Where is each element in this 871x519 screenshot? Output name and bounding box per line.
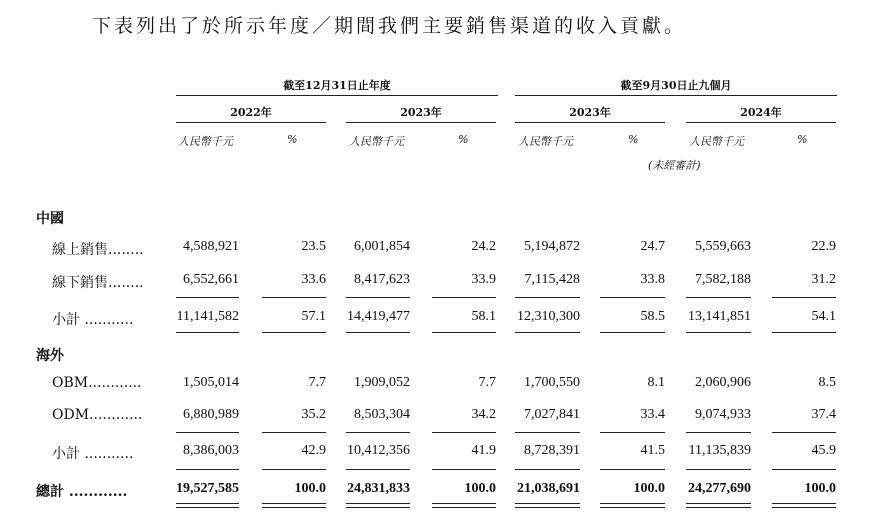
section-overseas: 海外 [36, 348, 64, 364]
rule-below-subtotal-china-rmb-2024-9m [686, 332, 751, 333]
cell-online-rmb-2023-9m: 5,194,872 [524, 239, 580, 254]
cell-subtotal-china-rmb-2023: 14,419,477 [347, 309, 410, 324]
group-rule-year [176, 95, 498, 96]
intro-sentence: 下表列出了於所示年度／期間我們主要銷售渠道的收入貢獻。 [92, 15, 687, 37]
rule-above-subtotal-overseas-pct-2022 [262, 432, 326, 433]
rule-above-total-rmb-2023 [346, 469, 410, 470]
pct-label: % [287, 133, 298, 146]
cell-total-rmb-2022: 19,527,585 [176, 481, 239, 496]
cell-subtotal-china-pct-2023: 58.1 [471, 309, 496, 324]
cell-total-rmb-2023: 24,831,833 [347, 481, 410, 496]
cell-total-pct-2023: 100.0 [464, 481, 496, 496]
row-label-obm: OBM............ [52, 375, 142, 391]
cell-online-pct-2023-9m: 24.7 [640, 239, 665, 254]
rule-above-subtotal-china-pct-2024-9m [772, 297, 836, 298]
rule-above-subtotal-china-pct-2023-9m [600, 297, 665, 298]
cell-obm-rmb-2022: 1,505,014 [183, 375, 239, 390]
row-label-odm: ODM............ [52, 407, 143, 423]
rule-above-subtotal-china-rmb-2023-9m [515, 297, 580, 298]
cell-subtotal-overseas-rmb-2024-9m: 11,135,839 [688, 443, 751, 458]
cell-subtotal-china-pct-2023-9m: 58.5 [640, 309, 665, 324]
year-header-2024-period: 2024年 [740, 106, 782, 119]
row-label-offline: 線下銷售........ [52, 275, 144, 291]
row-label-subtotal-overseas: 小計 ........... [52, 446, 134, 462]
cell-online-rmb-2024-9m: 5,559,663 [695, 239, 751, 254]
cell-online-pct-2022: 23.5 [301, 239, 326, 254]
cell-subtotal-overseas-pct-2022: 42.9 [301, 443, 326, 458]
rule-above-total-rmb-2024-9m [686, 469, 751, 470]
row-label-online: 線上銷售........ [52, 242, 144, 258]
unaudited-note: (未經審計) [648, 159, 701, 172]
rule-above-subtotal-china-rmb-2022 [176, 297, 239, 298]
cell-offline-pct-2024-9m: 31.2 [811, 272, 836, 287]
cell-odm-pct-2023: 34.2 [471, 407, 496, 422]
rule-below-subtotal-china-pct-2024-9m [772, 332, 836, 333]
cell-obm-rmb-2024-9m: 2,060,906 [695, 375, 751, 390]
cell-obm-pct-2022: 7.7 [308, 375, 326, 390]
cell-odm-pct-2022: 35.2 [301, 407, 326, 422]
rule-above-subtotal-overseas-rmb-2023 [346, 432, 410, 433]
row-label-total: 總計 ............ [36, 484, 128, 500]
cell-online-rmb-2022: 4,588,921 [183, 239, 239, 254]
rule-below-subtotal-china-pct-2023-9m [600, 332, 665, 333]
cell-odm-rmb-2023-9m: 7,027,841 [524, 407, 580, 422]
cell-odm-rmb-2022: 6,880,989 [183, 407, 239, 422]
cell-online-pct-2024-9m: 22.9 [811, 239, 836, 254]
cell-odm-rmb-2023: 8,503,304 [354, 407, 410, 422]
double-rule-total-rmb-2023 [346, 503, 410, 508]
cell-obm-pct-2023-9m: 8.1 [647, 375, 665, 390]
cell-subtotal-overseas-rmb-2023-9m: 8,728,391 [524, 443, 580, 458]
cell-odm-pct-2024-9m: 37.4 [811, 407, 836, 422]
cell-offline-rmb-2022: 6,552,661 [183, 272, 239, 287]
rule-above-total-rmb-2023-9m [515, 469, 580, 470]
unit-label: 人民幣千元 [349, 135, 404, 148]
rule-above-subtotal-overseas-pct-2023-9m [600, 432, 665, 433]
rule-above-subtotal-china-pct-2022 [262, 297, 326, 298]
rule-above-subtotal-overseas-pct-2024-9m [772, 432, 836, 433]
year-rule-2023 [346, 122, 496, 123]
rule-above-subtotal-overseas-rmb-2022 [176, 432, 239, 433]
cell-subtotal-china-rmb-2024-9m: 13,141,851 [688, 309, 751, 324]
rule-below-subtotal-china-rmb-2023-9m [515, 332, 580, 333]
rule-above-subtotal-overseas-rmb-2024-9m [686, 432, 751, 433]
rule-above-total-pct-2023 [432, 469, 496, 470]
year-rule-2024-period [686, 122, 836, 123]
rule-above-subtotal-china-rmb-2024-9m [686, 297, 751, 298]
double-rule-total-pct-2023 [432, 503, 496, 508]
rule-above-subtotal-overseas-rmb-2023-9m [515, 432, 580, 433]
rule-above-subtotal-china-rmb-2023 [346, 297, 410, 298]
double-rule-total-pct-2022 [262, 503, 326, 508]
double-rule-total-rmb-2023-9m [515, 503, 580, 508]
group-rule-period [515, 95, 837, 96]
cell-online-pct-2023: 24.2 [471, 239, 496, 254]
double-rule-total-rmb-2024-9m [686, 503, 751, 508]
year-rule-2023-period [515, 122, 665, 123]
section-china: 中國 [36, 211, 64, 227]
year-header-2023-period: 2023年 [569, 106, 611, 119]
double-rule-total-pct-2023-9m [600, 503, 665, 508]
cell-offline-rmb-2024-9m: 7,582,188 [695, 272, 751, 287]
cell-subtotal-overseas-rmb-2022: 8,386,003 [183, 443, 239, 458]
double-rule-total-rmb-2022 [176, 503, 239, 508]
group-header-period: 截至9月30日止九個月 [620, 79, 732, 92]
pct-label: % [628, 133, 639, 146]
unit-label: 人民幣千元 [178, 135, 233, 148]
cell-total-rmb-2024-9m: 24,277,690 [688, 481, 751, 496]
double-rule-total-pct-2024-9m [772, 503, 836, 508]
cell-subtotal-overseas-rmb-2023: 10,412,356 [347, 443, 410, 458]
cell-offline-pct-2023: 33.9 [471, 272, 496, 287]
rule-below-subtotal-china-pct-2022 [262, 332, 326, 333]
cell-obm-pct-2024-9m: 8.5 [818, 375, 836, 390]
row-label-subtotal-china: 小計 ........... [52, 312, 134, 328]
cell-subtotal-china-rmb-2022: 11,141,582 [176, 309, 239, 324]
cell-subtotal-china-pct-2022: 57.1 [301, 309, 326, 324]
rule-below-subtotal-china-pct-2023 [432, 332, 496, 333]
cell-online-rmb-2023: 6,001,854 [354, 239, 410, 254]
cell-subtotal-overseas-pct-2023-9m: 41.5 [640, 443, 665, 458]
cell-total-pct-2023-9m: 100.0 [633, 481, 665, 496]
cell-offline-pct-2023-9m: 33.8 [640, 272, 665, 287]
rule-below-subtotal-china-rmb-2022 [176, 332, 239, 333]
year-header-2023: 2023年 [400, 106, 442, 119]
rule-above-subtotal-overseas-pct-2023 [432, 432, 496, 433]
cell-subtotal-overseas-pct-2023: 41.9 [471, 443, 496, 458]
cell-subtotal-china-rmb-2023-9m: 12,310,300 [517, 309, 580, 324]
rule-above-total-pct-2022 [262, 469, 326, 470]
cell-odm-rmb-2024-9m: 9,074,933 [695, 407, 751, 422]
year-header-2022: 2022年 [230, 106, 272, 119]
rule-above-total-pct-2024-9m [772, 469, 836, 470]
cell-offline-pct-2022: 33.6 [301, 272, 326, 287]
cell-subtotal-overseas-pct-2024-9m: 45.9 [811, 443, 836, 458]
cell-total-pct-2022: 100.0 [294, 481, 326, 496]
cell-obm-rmb-2023: 1,909,052 [354, 375, 410, 390]
year-rule-2022 [176, 122, 326, 123]
cell-subtotal-china-pct-2024-9m: 54.1 [811, 309, 836, 324]
rule-above-total-pct-2023-9m [600, 469, 665, 470]
cell-total-rmb-2023-9m: 21,038,691 [517, 481, 580, 496]
cell-odm-pct-2023-9m: 33.4 [640, 407, 665, 422]
group-header-year: 截至12月31日止年度 [283, 79, 391, 92]
rule-below-subtotal-china-rmb-2023 [346, 332, 410, 333]
pct-label: % [458, 133, 469, 146]
pct-label: % [797, 133, 808, 146]
cell-obm-pct-2023: 7.7 [478, 375, 496, 390]
rule-above-subtotal-china-pct-2023 [432, 297, 496, 298]
cell-offline-rmb-2023: 8,417,623 [354, 272, 410, 287]
rule-above-total-rmb-2022 [176, 469, 239, 470]
cell-total-pct-2024-9m: 100.0 [804, 481, 836, 496]
cell-offline-rmb-2023-9m: 7,115,428 [524, 272, 580, 287]
unit-label: 人民幣千元 [689, 135, 744, 148]
cell-obm-rmb-2023-9m: 1,700,550 [524, 375, 580, 390]
unit-label: 人民幣千元 [518, 135, 573, 148]
